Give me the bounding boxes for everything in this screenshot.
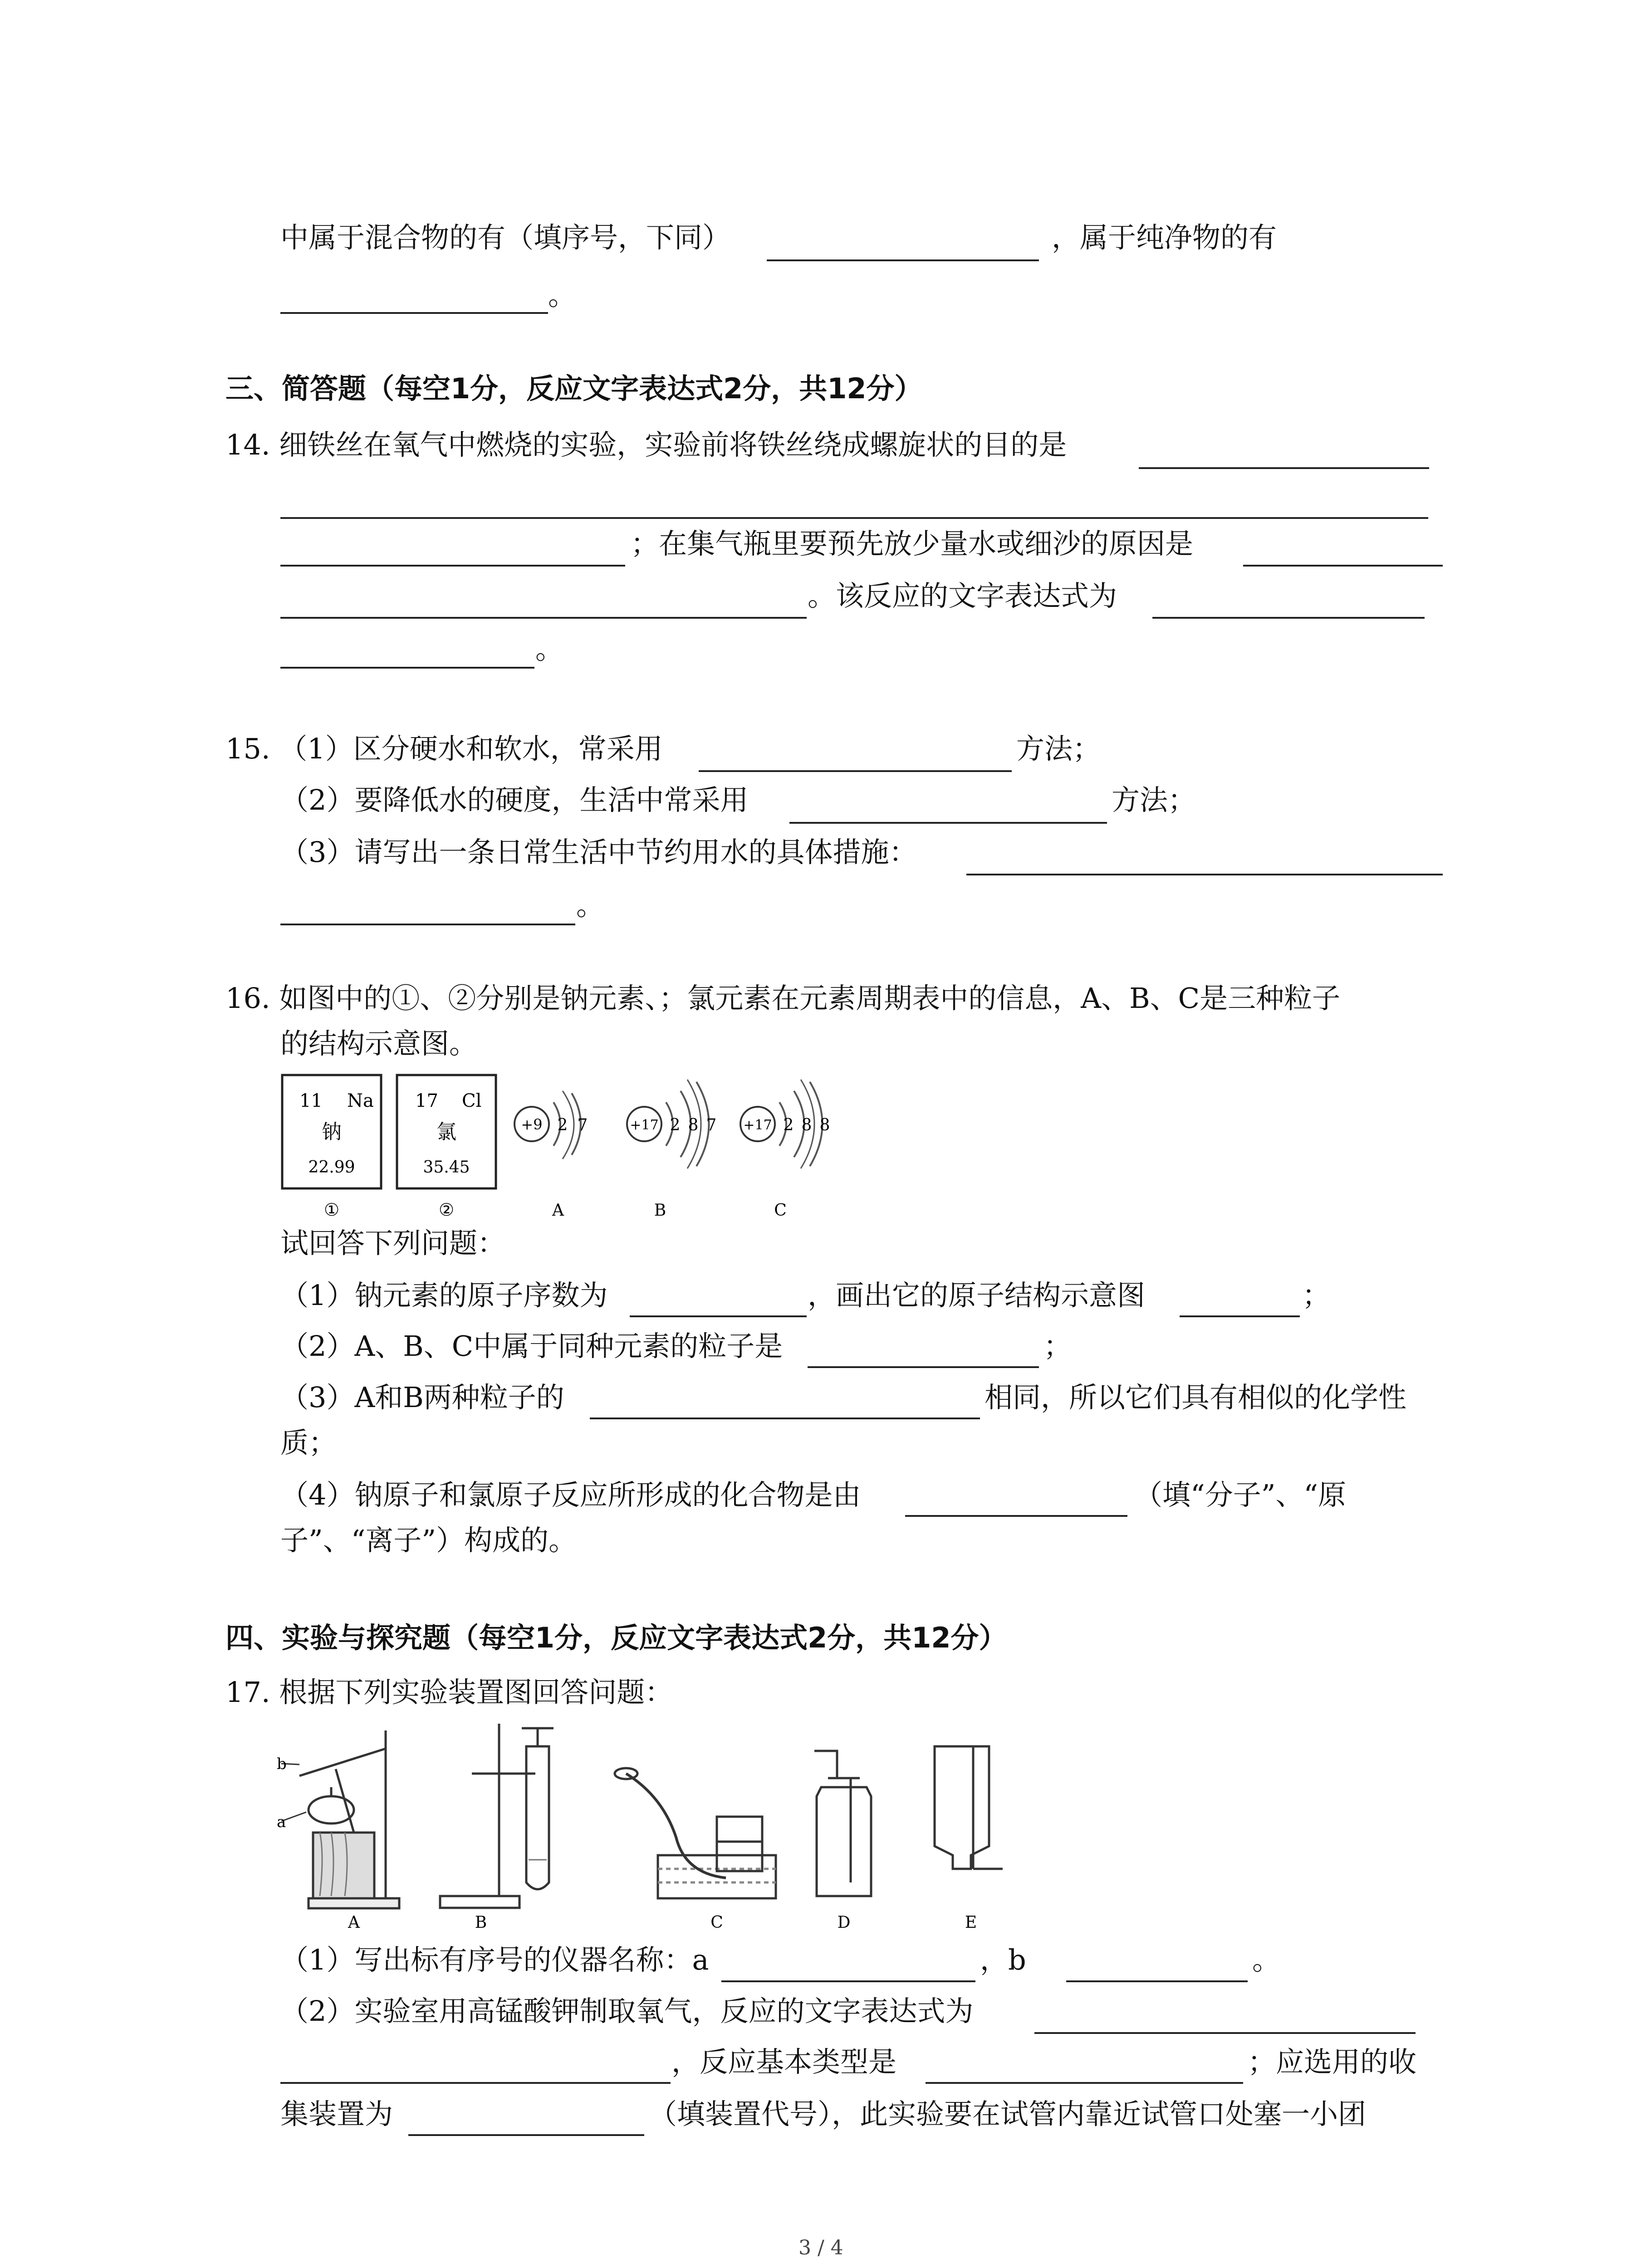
apparatus-label: C — [710, 1913, 723, 1932]
text-line: 。 — [535, 632, 564, 665]
text-line: （2）实验室用高锰酸钾制取氧气，反应的文字表达式为 — [280, 1994, 974, 2028]
page-number: 3 / 4 — [798, 2236, 843, 2259]
nucleus-charge: +17 — [743, 1117, 772, 1133]
particle-a — [514, 1091, 588, 1220]
element-symbol: Na — [347, 1090, 374, 1111]
answer-blank[interactable] — [280, 565, 625, 567]
apparatus-b — [440, 1724, 554, 1908]
text-line: 中属于混合物的有（填序号，下同） — [280, 221, 731, 254]
answer-blank[interactable] — [1152, 617, 1425, 619]
answer-blank[interactable] — [1243, 565, 1443, 567]
text-line: 试回答下列问题： — [280, 1227, 506, 1260]
figure-mark: ① — [323, 1200, 340, 1220]
shell-electrons: 8 — [819, 1116, 830, 1134]
apparatus-a — [281, 1730, 399, 1908]
nucleus-charge: +17 — [630, 1117, 659, 1133]
element-card-na — [282, 1075, 381, 1220]
text-line: ；应选用的收 — [1248, 2045, 1417, 2078]
atomic-mass: 22.99 — [308, 1158, 355, 1177]
figure-mark: ② — [438, 1200, 455, 1220]
apparatus-figure — [272, 1719, 1071, 1932]
element-name: 钠 — [322, 1120, 342, 1144]
nucleus-charge: +9 — [521, 1116, 543, 1133]
answer-blank[interactable] — [1180, 1315, 1300, 1317]
answer-blank[interactable] — [1066, 1980, 1248, 1982]
answer-blank[interactable] — [280, 617, 807, 619]
question-15: 15. （1）区分硬水和软水，常采用 — [225, 732, 663, 765]
text-line: （2）要降低水的硬度，生活中常采用 — [280, 783, 749, 816]
answer-blank[interactable] — [721, 1980, 975, 1982]
text-line: （填装置代号），此实验要在试管内靠近试管口处塞一小团 — [649, 2097, 1367, 2131]
text-line: 子”、“离子”）构成的。 — [280, 1524, 577, 1557]
particle-b — [627, 1080, 716, 1220]
element-figure — [272, 1070, 907, 1234]
atomic-number: 17 — [415, 1090, 438, 1111]
answer-blank[interactable] — [280, 924, 575, 925]
atomic-mass: 35.45 — [423, 1158, 470, 1177]
answer-blank[interactable] — [699, 770, 1012, 772]
apparatus-label: E — [965, 1913, 977, 1932]
particle-c — [740, 1080, 830, 1220]
element-card-cl — [397, 1075, 496, 1220]
text-line: ； — [1302, 1279, 1331, 1312]
text-line: 集装置为 — [280, 2097, 393, 2131]
answer-blank[interactable] — [905, 1515, 1127, 1517]
answer-blank[interactable] — [789, 822, 1107, 824]
answer-blank[interactable] — [630, 1315, 807, 1317]
apparatus-e — [935, 1746, 1003, 1869]
text-line: 方法； — [1016, 732, 1101, 765]
answer-blank[interactable] — [808, 1366, 1039, 1368]
answer-blank[interactable] — [966, 874, 1443, 875]
element-symbol: Cl — [462, 1090, 482, 1111]
answer-blank[interactable] — [280, 312, 548, 314]
particle-label: B — [654, 1201, 666, 1220]
text-line: 。 — [1252, 1943, 1281, 1976]
text-line: 方法； — [1112, 783, 1196, 816]
question-16: 16. 如图中的①、②分别是钠元素、；氯元素在元素周期表中的信息，A、B、C是三种粒子 — [225, 982, 1341, 1015]
answer-blank[interactable] — [590, 1418, 980, 1419]
answer-blank[interactable] — [280, 2082, 671, 2084]
shell-electrons: 8 — [688, 1116, 699, 1134]
apparatus-d — [814, 1751, 871, 1896]
section-heading: 四、实验与探究题（每空1分，反应文字表达式2分，共12分） — [225, 1621, 1007, 1654]
answer-blank[interactable] — [280, 517, 1428, 519]
text-line: 。该反应的文字表达式为 — [808, 579, 1117, 612]
particle-label: C — [774, 1201, 787, 1220]
shell-electrons: 2 — [670, 1116, 681, 1134]
section-heading: 三、简答题（每空1分，反应文字表达式2分，共12分） — [225, 372, 923, 405]
text-line: （3）请写出一条日常生活中节约用水的具体措施： — [280, 836, 917, 869]
answer-blank[interactable] — [1139, 467, 1429, 469]
answer-blank[interactable] — [767, 259, 1039, 261]
apparatus-label: A — [348, 1913, 360, 1932]
text-line: ； — [1043, 1330, 1072, 1363]
pointer-label-a: a — [277, 1813, 286, 1831]
text-line: （3）A和B两种粒子的 — [280, 1381, 564, 1414]
apparatus-label: D — [837, 1913, 851, 1932]
text-line: 相同，所以它们具有相似的化学性 — [985, 1381, 1407, 1414]
particle-label: A — [552, 1201, 564, 1220]
apparatus-label: B — [475, 1913, 487, 1932]
element-name: 氯 — [436, 1120, 456, 1144]
text-line: ，画出它的原子结构示意图 — [808, 1279, 1146, 1312]
answer-blank[interactable] — [408, 2134, 644, 2136]
text-line: 质； — [280, 1426, 337, 1459]
apparatus-c — [615, 1768, 776, 1898]
shell-electrons: 7 — [577, 1116, 588, 1134]
text-line: ；在集气瓶里要预先放少量水或细沙的原因是 — [631, 527, 1194, 560]
answer-blank[interactable] — [1034, 2032, 1416, 2034]
answer-blank[interactable] — [926, 2082, 1243, 2084]
atomic-number: 11 — [299, 1090, 323, 1111]
question-17: 17. 根据下列实验装置图回答问题： — [225, 1676, 673, 1709]
text-line: 。 — [548, 279, 577, 312]
question-14: 14. 细铁丝在氧气中燃烧的实验，实验前将铁丝绕成螺旋状的目的是 — [225, 428, 1067, 461]
text-line: （填“分子”、“原 — [1134, 1478, 1347, 1511]
text-line: （1）写出标有序号的仪器名称：a — [280, 1943, 709, 1976]
text-line: （2）A、B、C中属于同种元素的粒子是 — [280, 1330, 783, 1363]
shell-electrons: 2 — [783, 1116, 794, 1134]
shell-electrons: 8 — [801, 1116, 812, 1134]
shell-electrons: 7 — [706, 1116, 717, 1134]
answer-blank[interactable] — [280, 667, 534, 669]
pointer-label-b: b — [277, 1755, 287, 1773]
text-line: 。 — [576, 889, 605, 922]
shell-electrons: 2 — [557, 1116, 568, 1134]
text-line: 的结构示意图。 — [280, 1027, 478, 1060]
text-line: ，反应基本类型是 — [671, 2045, 897, 2078]
text-line: （4）钠原子和氯原子反应所形成的化合物是由 — [280, 1478, 861, 1511]
text-line: （1）钠元素的原子序数为 — [280, 1279, 608, 1312]
text-line: ，属于纯净物的有 — [1052, 221, 1277, 254]
text-line: ，b — [980, 1943, 1026, 1976]
